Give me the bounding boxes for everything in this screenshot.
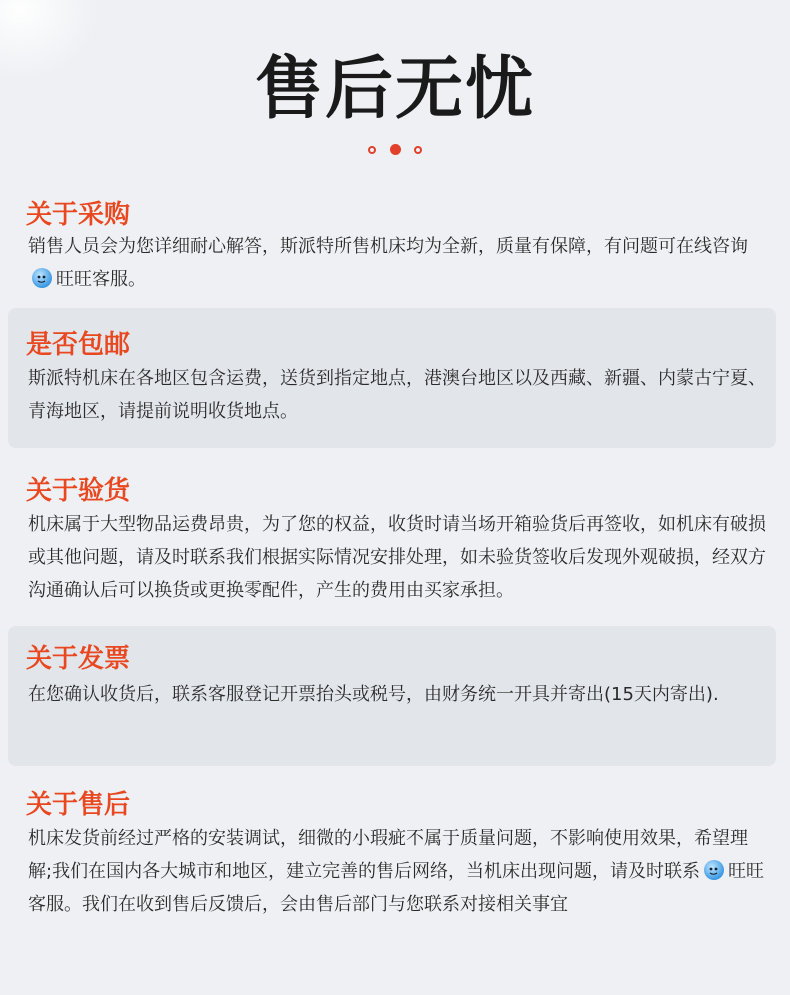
section-shipping	[8, 308, 776, 448]
section-body: 在您确认收货后，联系客服登记开票抬头或税号，由财务统一开具并寄出(15天内寄出).	[28, 684, 719, 705]
dot-right	[414, 146, 422, 154]
section-body	[28, 822, 768, 921]
section-heading: 是否包邮	[26, 330, 131, 360]
section-body: 斯派特机床在各地区包含运费，送货到指定地点，港澳台地区以及西藏、新疆、内蒙古宁夏、青海地区，请提前说明收货地点。	[28, 368, 766, 422]
section-body-text: 销售人员会为您详细耐心解答，斯派特所售机床均为全新，质量有保障，有问题可在线咨询	[28, 236, 748, 257]
page-title: 售后无忧	[254, 50, 535, 129]
section-invoice	[8, 626, 776, 766]
section-body-text: 机床发货前经过严格的安装调试，细微的小瑕疵不属于质量问题，不影响使用效果，希望理解;我们在国内各大城市和地区，建立完善的售后网络，当机床出现问题，请及时联系	[28, 828, 748, 882]
wangwang-chat-icon[interactable]	[703, 859, 725, 881]
section-body: 机床属于大型物品运费昂贵，为了您的权益，收货时请当场开箱验货后再签收，如机床有破损或其他问题，请及时联系我们根据实际情况安排处理，如未验货签收后发现外观破损，经双方沟通确认后可以换货或更换零配件，产生的费用由买家承担。	[28, 514, 766, 601]
section-after-sales	[8, 780, 776, 930]
section-heading: 关于验货	[26, 476, 131, 506]
title-divider-dots	[0, 139, 790, 153]
dot-left	[368, 146, 376, 154]
section-heading: 关于采购	[26, 200, 131, 230]
wangwang-service-link[interactable]: 旺旺客服。我们在收到售后反馈后，会由售后部门与您联系对接相关事宜	[28, 861, 765, 915]
section-heading: 关于售后	[26, 790, 131, 820]
wangwang-service-link[interactable]: 旺旺客服。	[56, 269, 146, 290]
section-heading: 关于发票	[26, 644, 131, 674]
section-body	[28, 230, 768, 296]
section-inspection	[8, 462, 776, 620]
wangwang-chat-icon[interactable]	[31, 267, 53, 289]
section-purchase	[8, 192, 776, 304]
dot-center	[390, 144, 401, 155]
